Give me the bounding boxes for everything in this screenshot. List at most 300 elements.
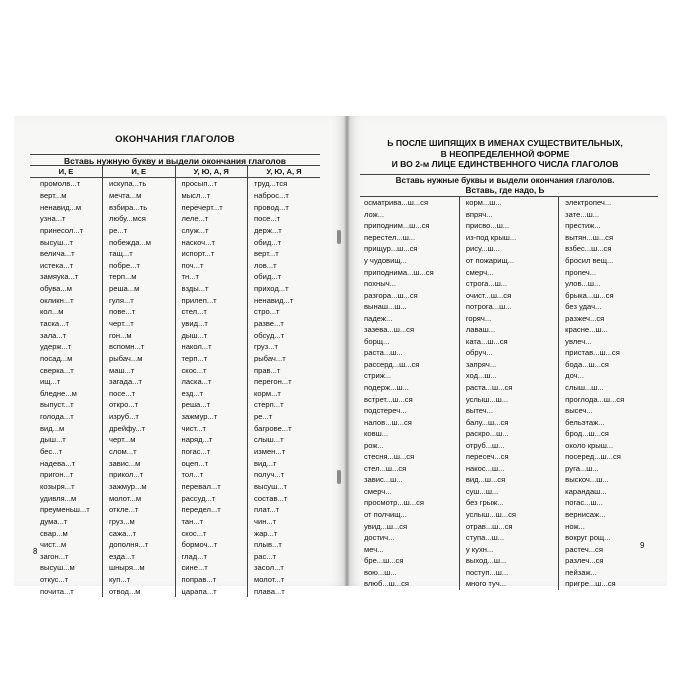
exercise-word: достич... bbox=[364, 533, 395, 543]
exercise-word: дрейфу...т bbox=[103, 422, 176, 434]
word-row bbox=[360, 232, 658, 244]
exercise-word: налов...ш...ся bbox=[364, 417, 412, 427]
exercise-word: приход...т bbox=[248, 283, 321, 295]
exercise-word: прилеп...т bbox=[175, 294, 248, 306]
exercise-word: поправ...т bbox=[175, 574, 248, 586]
verb-row bbox=[30, 225, 320, 237]
exercise-word: удерж...т bbox=[40, 342, 72, 352]
verb-row bbox=[30, 318, 320, 330]
verb-row bbox=[30, 492, 320, 504]
exercise-word: поч...т bbox=[175, 259, 248, 271]
exercise-word: оцеп...т bbox=[175, 457, 248, 469]
exercise-word: рыбач...т bbox=[248, 353, 321, 365]
exercise-word: рису...ш... bbox=[459, 243, 558, 255]
verb-row bbox=[30, 294, 320, 306]
word-row bbox=[360, 520, 658, 532]
word-row bbox=[360, 243, 658, 255]
exercise-word: подстереч... bbox=[364, 406, 407, 416]
exercise-word: выход...ш... bbox=[459, 555, 558, 567]
word-row bbox=[360, 370, 658, 382]
exercise-word: зажмур...т bbox=[175, 411, 248, 423]
verb-row bbox=[30, 283, 320, 295]
exercise-word: перегон...т bbox=[248, 376, 321, 388]
exercise-word: стел...ш...ся bbox=[364, 463, 407, 473]
exercise-word: провод...т bbox=[248, 201, 321, 213]
verb-endings-body bbox=[30, 178, 320, 598]
exercise-word: увлеч... bbox=[559, 336, 658, 348]
exercise-word: тн...т bbox=[175, 271, 248, 283]
exercise-word: от пожарищ... bbox=[459, 255, 558, 267]
exercise-word: борщ... bbox=[364, 336, 390, 346]
exercise-word: мечта...м bbox=[103, 190, 176, 202]
exercise-word: зазева...ш...ся bbox=[364, 325, 415, 335]
exercise-word: терп...м bbox=[103, 271, 176, 283]
exercise-word: бормоч...т bbox=[175, 539, 248, 551]
exercise-word: слом...т bbox=[103, 446, 176, 458]
exercise-word: откус...т bbox=[40, 575, 69, 585]
exercise-word: держ...т bbox=[248, 225, 321, 237]
exercise-word: доч... bbox=[559, 370, 658, 382]
exercise-word: мысл...т bbox=[175, 190, 248, 202]
exercise-word: рас...т bbox=[248, 551, 321, 563]
exercise-word: плыв...т bbox=[248, 539, 321, 551]
exercise-word: чин...т bbox=[248, 516, 321, 528]
exercise-word: бледне...м bbox=[40, 388, 77, 398]
word-row bbox=[360, 555, 658, 567]
word-row bbox=[360, 428, 658, 440]
exercise-word: тащ...т bbox=[103, 248, 176, 260]
word-row bbox=[360, 209, 658, 221]
exercise-word: откро...т bbox=[103, 399, 176, 411]
exercise-word: побре...т bbox=[103, 259, 176, 271]
exercise-word: меч... bbox=[364, 544, 384, 554]
exercise-word: похныч... bbox=[364, 279, 396, 289]
exercise-word: испорт...т bbox=[175, 248, 248, 260]
exercise-word: посеред...ш...ся bbox=[559, 451, 658, 463]
exercise-word: вытеч... bbox=[459, 405, 558, 417]
exercise-word: от полчищ... bbox=[364, 510, 407, 520]
verb-row bbox=[30, 248, 320, 260]
exercise-word: раскро...ш... bbox=[459, 428, 558, 440]
exercise-word: ре...т bbox=[248, 411, 321, 423]
exercise-word: маш...т bbox=[103, 364, 176, 376]
right-page-subtitle bbox=[360, 174, 650, 196]
word-row bbox=[360, 266, 658, 278]
exercise-word: много туч... bbox=[459, 578, 558, 590]
exercise-word: обруч... bbox=[459, 347, 558, 359]
word-row bbox=[360, 416, 658, 428]
exercise-word: проглода...ш...ся bbox=[559, 393, 658, 405]
exercise-word: перечерт...т bbox=[175, 201, 248, 213]
verb-row bbox=[30, 201, 320, 213]
exercise-word: ласка...т bbox=[175, 376, 248, 388]
exercise-word: разве...т bbox=[248, 318, 321, 330]
exercise-word: удивля...м bbox=[40, 493, 77, 503]
exercise-word: дополня...т bbox=[103, 539, 176, 551]
word-row bbox=[360, 405, 658, 417]
exercise-word: тол...т bbox=[175, 469, 248, 481]
word-row bbox=[360, 301, 658, 313]
exercise-word: верт...м bbox=[40, 190, 67, 200]
word-row bbox=[360, 347, 658, 359]
exercise-word: любу...мся bbox=[103, 213, 176, 225]
exercise-word: разгора...ш...ся bbox=[364, 290, 418, 300]
exercise-word: вспомн...т bbox=[103, 341, 176, 353]
verb-row bbox=[30, 388, 320, 400]
exercise-word: надева...т bbox=[40, 458, 76, 468]
exercise-word: ступа...ш... bbox=[459, 532, 558, 544]
exercise-word: обсуд...т bbox=[248, 329, 321, 341]
exercise-word: разжеч...ся bbox=[559, 312, 658, 324]
exercise-word: пове...т bbox=[103, 306, 176, 318]
exercise-word: падеж... bbox=[364, 313, 393, 323]
exercise-word: шныря...м bbox=[103, 562, 176, 574]
exercise-word: ненавид...т bbox=[248, 294, 321, 306]
exercise-word: откле...т bbox=[103, 504, 176, 516]
exercise-word: смерч... bbox=[364, 486, 392, 496]
word-row bbox=[360, 255, 658, 267]
word-row bbox=[360, 324, 658, 336]
exercise-word: вытян...ш...ся bbox=[559, 232, 658, 244]
word-row bbox=[360, 382, 658, 394]
exercise-word: искупа...ть bbox=[103, 178, 176, 190]
exercise-word: высуш...м bbox=[40, 563, 75, 573]
right-title-line: И ВО 2-м ЛИЦЕ ЕДИНСТВЕННОГО ЧИСЛА ГЛАГОЛОВ bbox=[391, 159, 619, 169]
exercise-word: накол...т bbox=[175, 341, 248, 353]
exercise-word: жар...т bbox=[248, 527, 321, 539]
exercise-word: козыря...т bbox=[40, 481, 75, 491]
exercise-word: черт...м bbox=[103, 434, 176, 446]
exercise-word: багрове...т bbox=[248, 422, 321, 434]
exercise-word: стесня...ш...ся bbox=[364, 452, 415, 462]
exercise-word: лож... bbox=[364, 209, 385, 219]
word-row bbox=[360, 336, 658, 348]
exercise-word: высеч... bbox=[559, 405, 658, 417]
exercise-word: потрога...ш... bbox=[459, 301, 558, 313]
exercise-word: отруб...ш... bbox=[459, 439, 558, 451]
exercise-word: ненавид...м bbox=[40, 202, 82, 212]
column-header: И, Е bbox=[30, 166, 103, 178]
exercise-word: просмотр...ш...ся bbox=[364, 498, 424, 508]
word-row bbox=[360, 451, 658, 463]
exercise-word: груз...т bbox=[248, 341, 321, 353]
exercise-word: запряч... bbox=[459, 359, 558, 371]
exercise-word: скос...т bbox=[175, 364, 248, 376]
verb-row bbox=[30, 562, 320, 574]
exercise-word: плава...т bbox=[248, 585, 321, 597]
exercise-word: слыш...ш... bbox=[559, 382, 658, 394]
word-row bbox=[360, 393, 658, 405]
exercise-word: ход...ш... bbox=[459, 370, 558, 382]
exercise-word: рассерд...ш...ся bbox=[364, 359, 420, 369]
exercise-word: узна...т bbox=[40, 214, 66, 224]
exercise-word: отвод...м bbox=[103, 585, 176, 597]
exercise-word: слыш...т bbox=[248, 434, 321, 446]
exercise-word: терп...т bbox=[175, 353, 248, 365]
exercise-word: взбес...ш...ся bbox=[559, 243, 658, 255]
exercise-word: погас...т bbox=[175, 446, 248, 458]
exercise-word: лов...т bbox=[248, 259, 321, 271]
exercise-word: стел...т bbox=[175, 306, 248, 318]
left-page-title: ОКОНЧАНИЯ ГЛАГОЛОВ bbox=[115, 134, 235, 145]
verb-row bbox=[30, 178, 320, 190]
exercise-word: карандаш... bbox=[559, 486, 658, 498]
verb-row bbox=[30, 527, 320, 539]
exercise-word: черт...т bbox=[103, 318, 176, 330]
exercise-word: накос...ш... bbox=[459, 463, 558, 475]
exercise-word: влюб...ш...ся bbox=[364, 579, 409, 589]
page-number-right: 9 bbox=[640, 541, 645, 550]
exercise-word: корм...т bbox=[248, 388, 321, 400]
soft-sign-table bbox=[360, 196, 658, 590]
verb-row bbox=[30, 399, 320, 411]
exercise-word: выскоч...ш... bbox=[559, 474, 658, 486]
word-row bbox=[360, 463, 658, 475]
exercise-word: приподним...ш...ся bbox=[364, 221, 430, 231]
exercise-word: стро...т bbox=[248, 306, 321, 318]
exercise-word: вокруг рощ... bbox=[559, 532, 658, 544]
word-row bbox=[360, 509, 658, 521]
book-spine bbox=[344, 116, 350, 586]
exercise-word: лаваш... bbox=[459, 324, 558, 336]
verb-row bbox=[30, 353, 320, 365]
exercise-word: без грыж... bbox=[459, 497, 558, 509]
verb-row bbox=[30, 469, 320, 481]
exercise-word: у чудовищ... bbox=[364, 256, 407, 265]
exercise-word: перевал...т bbox=[175, 481, 248, 493]
exercise-word: свар...м bbox=[40, 528, 68, 538]
word-row bbox=[360, 278, 658, 290]
word-row bbox=[360, 578, 658, 590]
exercise-word: вынаш...ш... bbox=[364, 302, 407, 312]
exercise-word: пригон...т bbox=[40, 470, 74, 480]
exercise-word: зала...т bbox=[40, 330, 67, 340]
exercise-word: промолв...т bbox=[40, 179, 81, 189]
exercise-word: рож... bbox=[364, 440, 384, 450]
exercise-word: загон...т bbox=[40, 551, 69, 561]
exercise-word: нож... bbox=[559, 520, 658, 532]
exercise-word: горяч... bbox=[459, 312, 558, 324]
exercise-word: сажа...т bbox=[103, 527, 176, 539]
exercise-word: измен...т bbox=[248, 446, 321, 458]
word-row bbox=[360, 543, 658, 555]
exercise-word: увид...ш...ся bbox=[364, 521, 408, 531]
exercise-word: принесол...т bbox=[40, 225, 84, 235]
exercise-word: зажмур...м bbox=[103, 481, 176, 493]
exercise-word: куп...т bbox=[103, 574, 176, 586]
verb-row bbox=[30, 551, 320, 563]
exercise-word: вид...ш...ся bbox=[459, 474, 558, 486]
exercise-word: реша...м bbox=[103, 283, 176, 295]
exercise-word: дыш...т bbox=[175, 329, 248, 341]
exercise-word: посе...т bbox=[248, 213, 321, 225]
exercise-word: руга...ш... bbox=[559, 463, 658, 475]
exercise-word: смерч... bbox=[459, 266, 558, 278]
exercise-word: погас...ш... bbox=[559, 497, 658, 509]
exercise-word: скос...т bbox=[175, 527, 248, 539]
exercise-word: велича...т bbox=[40, 249, 75, 259]
word-row bbox=[360, 289, 658, 301]
exercise-word: вою...ш... bbox=[364, 567, 397, 577]
exercise-word: верт...т bbox=[248, 248, 321, 260]
exercise-word: балу...ш...ся bbox=[459, 416, 558, 428]
verb-row bbox=[30, 422, 320, 434]
column-header: У, Ю, А, Я bbox=[248, 166, 321, 178]
exercise-word: чист...м bbox=[40, 540, 67, 550]
exercise-word: разлеч...ся bbox=[559, 555, 658, 567]
verb-row bbox=[30, 481, 320, 493]
exercise-word: чист...т bbox=[175, 422, 248, 434]
exercise-word: зате...ш... bbox=[559, 209, 658, 221]
exercise-word: взбира...ть bbox=[103, 201, 176, 213]
exercise-word: стриж... bbox=[364, 371, 392, 381]
exercise-word: бросил вещ... bbox=[559, 255, 658, 267]
verb-row bbox=[30, 190, 320, 202]
right-subtitle-line: Вставь нужные буквы и выдели окончания глаголов. bbox=[395, 176, 615, 185]
exercise-word: наскоч...т bbox=[175, 236, 248, 248]
exercise-word: услыш...ш... bbox=[459, 393, 558, 405]
exercise-word: прикол...т bbox=[103, 469, 176, 481]
exercise-word: рассуд...т bbox=[175, 492, 248, 504]
soft-sign-body bbox=[360, 197, 658, 590]
verb-row bbox=[30, 213, 320, 225]
exercise-word: засол...т bbox=[248, 562, 321, 574]
verb-row bbox=[30, 539, 320, 551]
exercise-word: дыш...т bbox=[40, 435, 66, 445]
column-header: У, Ю, А, Я bbox=[175, 166, 248, 178]
exercise-word: замяука...т bbox=[40, 272, 79, 282]
word-row bbox=[360, 359, 658, 371]
exercise-word: приподнима...ш...ся bbox=[364, 267, 434, 277]
exercise-word: корм...ш... bbox=[459, 197, 558, 209]
verb-row bbox=[30, 376, 320, 388]
exercise-word: просып...т bbox=[175, 178, 248, 190]
exercise-word: преуменьш...т bbox=[40, 505, 90, 515]
verb-row bbox=[30, 236, 320, 248]
verb-row bbox=[30, 516, 320, 528]
exercise-word: улов...ш... bbox=[559, 278, 658, 290]
exercise-word: престиж... bbox=[559, 220, 658, 232]
exercise-word: реша...т bbox=[175, 399, 248, 411]
exercise-word: наброс...т bbox=[248, 190, 321, 202]
exercise-word: молот...т bbox=[248, 574, 321, 586]
exercise-word: обид...т bbox=[248, 271, 321, 283]
exercise-word: раста...ш... bbox=[364, 348, 403, 358]
verb-row bbox=[30, 306, 320, 318]
exercise-word: электропеч... bbox=[559, 197, 658, 209]
exercise-word: царапа...т bbox=[175, 585, 248, 597]
exercise-word: раста...ш...ся bbox=[459, 382, 558, 394]
exercise-word: прищур...ш...ся bbox=[364, 244, 418, 254]
exercise-word: сине...т bbox=[175, 562, 248, 574]
verb-row bbox=[30, 329, 320, 341]
exercise-word: гон...м bbox=[103, 329, 176, 341]
exercise-word: подерж...ш... bbox=[364, 383, 409, 393]
exercise-word: услыш...ш...ся bbox=[459, 509, 558, 521]
exercise-word: окликн...т bbox=[40, 295, 74, 305]
exercise-word: поступ...ш... bbox=[459, 567, 558, 579]
exercise-word: сверка...т bbox=[40, 365, 74, 375]
exercise-word: пропеч... bbox=[559, 266, 658, 278]
right-page-title bbox=[360, 138, 650, 170]
exercise-word: дума...т bbox=[40, 516, 68, 526]
exercise-word: завис...м bbox=[103, 457, 176, 469]
exercise-word: осматрива...ш...ся bbox=[364, 198, 429, 208]
exercise-word: вид...т bbox=[248, 457, 321, 469]
exercise-word: наряд...т bbox=[175, 434, 248, 446]
exercise-word: получ...т bbox=[248, 469, 321, 481]
word-row bbox=[360, 567, 658, 579]
exercise-word: встрет...ш...ся bbox=[364, 394, 413, 404]
exercise-word: ковш... bbox=[364, 429, 389, 439]
exercise-word: загада...т bbox=[103, 376, 176, 388]
exercise-word: бода...ш...ся bbox=[559, 359, 658, 371]
exercise-word: вид...м bbox=[40, 423, 65, 433]
word-row bbox=[360, 474, 658, 486]
exercise-word: кол...м bbox=[40, 307, 64, 317]
word-row bbox=[360, 197, 658, 209]
exercise-word: езд...т bbox=[175, 388, 248, 400]
exercise-word: увид...т bbox=[175, 318, 248, 330]
exercise-word: пристав...ш...ся bbox=[559, 347, 658, 359]
page-number-left: 8 bbox=[33, 547, 38, 556]
right-title-line: Ь ПОСЛЕ ШИПЯЩИХ В ИМЕНАХ СУЩЕСТВИТЕЛЬНЫХ, bbox=[387, 138, 623, 148]
verb-row bbox=[30, 457, 320, 469]
exercise-word: впряч... bbox=[459, 209, 558, 221]
exercise-word: прав...т bbox=[248, 364, 321, 376]
verb-row bbox=[30, 585, 320, 597]
exercise-word: молот...м bbox=[103, 492, 176, 504]
word-row bbox=[360, 532, 658, 544]
verb-endings-header-row bbox=[30, 166, 320, 178]
verb-row bbox=[30, 434, 320, 446]
column-header: И, Е bbox=[103, 166, 176, 178]
verb-row bbox=[30, 446, 320, 458]
exercise-word: брод...ш...ся bbox=[559, 428, 658, 440]
verb-row bbox=[30, 259, 320, 271]
exercise-word: очист...ш...ся bbox=[459, 289, 558, 301]
exercise-word: ре...т bbox=[103, 225, 176, 237]
exercise-word: у кухн... bbox=[459, 543, 558, 555]
staple-mark bbox=[337, 470, 341, 484]
exercise-word: ищ...т bbox=[40, 377, 61, 387]
exercise-word: пейзаж... bbox=[559, 567, 658, 579]
exercise-word: без удач... bbox=[559, 301, 658, 313]
exercise-word: истека...т bbox=[40, 260, 74, 270]
exercise-word: около крыш... bbox=[559, 439, 658, 451]
exercise-word: бельэтаж... bbox=[559, 416, 658, 428]
exercise-word: присво...ш... bbox=[459, 220, 558, 232]
right-subtitle-line: Вставь, где надо, Ь bbox=[465, 186, 545, 195]
word-row bbox=[360, 439, 658, 451]
exercise-word: из-под крыш... bbox=[459, 232, 558, 244]
word-row bbox=[360, 486, 658, 498]
exercise-word: езда...т bbox=[103, 551, 176, 563]
verb-row bbox=[30, 411, 320, 423]
word-row bbox=[360, 497, 658, 509]
exercise-word: выпуст...т bbox=[40, 400, 74, 410]
exercise-word: вернисаж... bbox=[559, 509, 658, 521]
exercise-word: побежда...м bbox=[103, 236, 176, 248]
exercise-word: растеч...ся bbox=[559, 543, 658, 555]
exercise-word: бре...ш...ся bbox=[364, 556, 404, 566]
left-page-subtitle: Вставь нужную букву и выдели окончания глаголов bbox=[30, 154, 320, 166]
exercise-word: высуш...т bbox=[248, 481, 321, 493]
exercise-word: гуля...т bbox=[103, 294, 176, 306]
verb-endings-table bbox=[30, 165, 320, 597]
right-title-line: В НЕОПРЕДЕЛЕННОЙ ФОРМЕ bbox=[440, 148, 570, 159]
exercise-word: служ...т bbox=[175, 225, 248, 237]
